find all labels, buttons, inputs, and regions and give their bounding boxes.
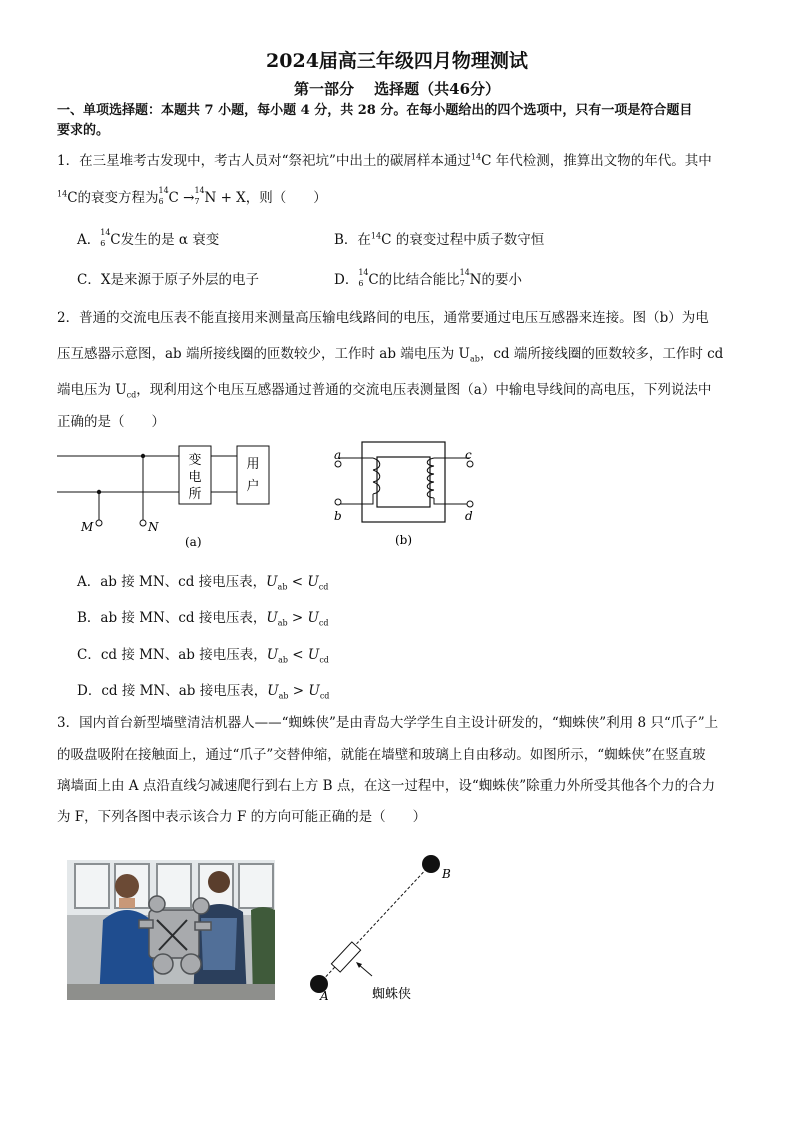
q1-text-2-tail: N + X，则（ ） — [204, 190, 327, 206]
q2-line-2: 压互感器示意图，ab 端所接线圈的匝数较少，工作时 ab 端电压为 $U_{ab}$，cd 端所接线圈的匝数较多，工作时 cd — [57, 346, 724, 364]
q1-text-2: C的衰变方程为 — [67, 190, 159, 206]
q1-mass-2: 14 — [57, 189, 68, 199]
robot-photo — [67, 860, 275, 1000]
q1-text-1: 1．在三星堆考古发现中，考古人员对“祭祀坑”中出土的碳屑样本通过 — [57, 153, 471, 169]
figure-b-caption: (b) — [395, 533, 413, 547]
terminal-n-label: N — [148, 520, 159, 534]
q1-line-2 — [57, 186, 327, 206]
q1-option-d[interactable]: D． 14 6 C的比结合能比 14 7 N的要小 — [334, 268, 522, 288]
substation-char-1: 变 — [188, 453, 202, 468]
terminal-c-label: c — [465, 448, 472, 462]
q1-option-b[interactable]: B．在$^{14}$C 的衰变过程中质子数守恒 — [334, 231, 545, 248]
figure-a-caption: (a) — [185, 535, 202, 549]
decay-arrow: C → — [168, 190, 195, 206]
point-b-dot — [422, 855, 440, 873]
q3-line-2: 的吸盘吸附在接触面上，通过“爪子”交替伸缩，就能在墙壁和玻璃上自由移动。如图所示，“蜘蛛侠”在竖直玻 — [57, 747, 706, 763]
q3-motion-diagram — [300, 848, 460, 1008]
point-a-label: A — [320, 989, 329, 1003]
terminal-m-label: M — [81, 520, 94, 534]
q3-line-3: 璃墙面上由 A 点沿直线匀减速爬行到右上方 B 点，在这一过程中，设“蜘蛛侠”除重力外所受其他各个力的合力 — [57, 778, 716, 794]
substation-char-2: 电 — [188, 470, 202, 485]
q2-option-a[interactable]: A．ab 接 MN、cd 接电压表，$U_{ab} < U_{cd}$ — [77, 574, 329, 592]
point-b-label: B — [442, 867, 451, 881]
user-char-1: 用 — [246, 457, 260, 472]
q1-text-1b: C 年代检测，推算出文物的年代。其中 — [481, 153, 712, 169]
n14-isotope: 14 7 — [194, 186, 205, 206]
q2-option-c[interactable]: C．cd 接 MN、ab 接电压表，$U_{ab} < U_{cd}$ — [77, 647, 329, 665]
q3-line-4: 为 F，下列各图中表示该合力 F 的方向可能正确的是（ ） — [57, 809, 427, 825]
q2-line-4: 正确的是（ ） — [57, 414, 165, 430]
substation-char-3: 所 — [188, 487, 202, 502]
q2-option-d[interactable]: D．cd 接 MN、ab 接电压表，$U_{ab} > U_{cd}$ — [77, 683, 330, 701]
c14-isotope: 14 6 — [158, 186, 169, 206]
q2-option-b[interactable]: B．ab 接 MN、cd 接电压表，$U_{ab} > U_{cd}$ — [77, 610, 329, 628]
robot-rectangle — [331, 942, 360, 972]
q2-line-3: 端电压为 $U_{cd}$，现利用这个电压互感器通过普通的交流电压表测量图（a）中输电导线间的高电压，下列说法中 — [57, 382, 712, 400]
user-char-2: 户 — [246, 479, 260, 494]
q1-option-a[interactable]: A． 14 6 C发生的是 α 衰变 — [77, 228, 220, 248]
part-heading: 第一部分 选择题（共46分） — [293, 80, 501, 98]
q2-line-1: 2．普通的交流电压表不能直接用来测量高压输电线路间的电压，通常要通过电压互感器来连接。图（b）为电 — [57, 310, 709, 326]
section-instructions — [57, 101, 737, 141]
terminal-b-label: b — [334, 509, 342, 523]
section-line-2: 要求的。 — [57, 123, 110, 138]
terminal-a-label: a — [334, 448, 342, 462]
robot-label: 蜘蛛侠 — [372, 987, 412, 1002]
q1-line-1 — [57, 149, 712, 169]
figure-b-transformer — [325, 438, 485, 556]
q1-mass: 14 — [470, 152, 482, 162]
section-line-1: 一、单项选择题：本题共 7 小题，每小题 4 分，共 28 分。在每小题给出的四个选项中，只有一项是符合题目 — [57, 103, 693, 118]
figure-a-power-line — [57, 440, 287, 555]
q3-line-1: 3．国内首台新型墙壁清洁机器人——“蜘蛛侠”是由青岛大学学生自主设计研发的，“蜘蛛侠”利用 8 只“爪子”上 — [57, 715, 719, 731]
page-title: 2024届高三年级四月物理测试 — [266, 50, 528, 72]
q1-option-c[interactable]: C．X是来源于原子外层的电子 — [77, 272, 259, 288]
terminal-d-label: d — [465, 509, 473, 523]
